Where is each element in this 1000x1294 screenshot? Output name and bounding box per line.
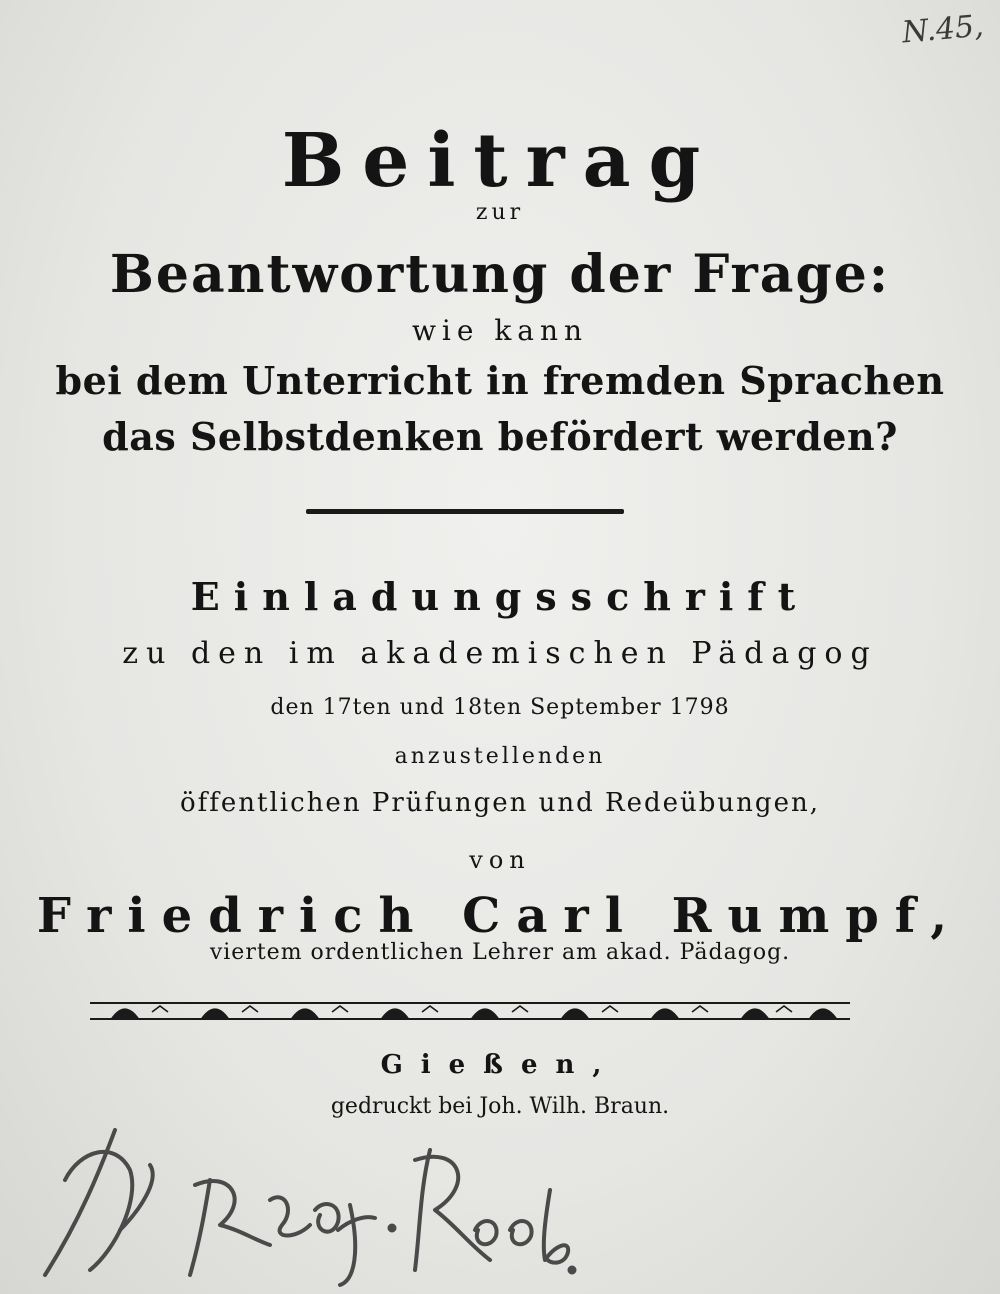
invitation-title: Einladungsschrift (190, 574, 810, 619)
page-title: Beitrag (281, 118, 719, 204)
ornament-border (90, 996, 850, 1026)
imprint-printer: gedruckt bei Joh. Wilh. Braun. (330, 1094, 670, 1119)
invitation-line-1: zu den im akademischen Pädagog (122, 636, 878, 671)
author-role: viertem ordentlichen Lehrer am akad. Pädagog. (209, 940, 791, 965)
question-line-2: das Selbstdenken befördert werden? (102, 414, 898, 459)
author-name: Friedrich Carl Rumpf, (36, 888, 964, 944)
question-line-1: bei dem Unterricht in fremden Sprachen (55, 358, 945, 403)
shelfmark-annotation: N.45, (900, 8, 985, 51)
invitation-line-3: öffentlichen Prüfungen und Redeübungen, (180, 788, 820, 818)
byline-preposition: von (469, 846, 531, 874)
title-preposition: zur (475, 200, 525, 225)
invitation-line-2: anzustellenden (394, 744, 606, 769)
divider-rule (306, 509, 624, 514)
invitation-date: den 17ten und 18ten September 1798 (270, 695, 730, 720)
question-heading: Beantwortung der Frage: (109, 244, 891, 305)
imprint-place: Gießen, (380, 1050, 620, 1080)
handwritten-signature (20, 1110, 580, 1290)
question-intro: wie kann (411, 314, 589, 347)
